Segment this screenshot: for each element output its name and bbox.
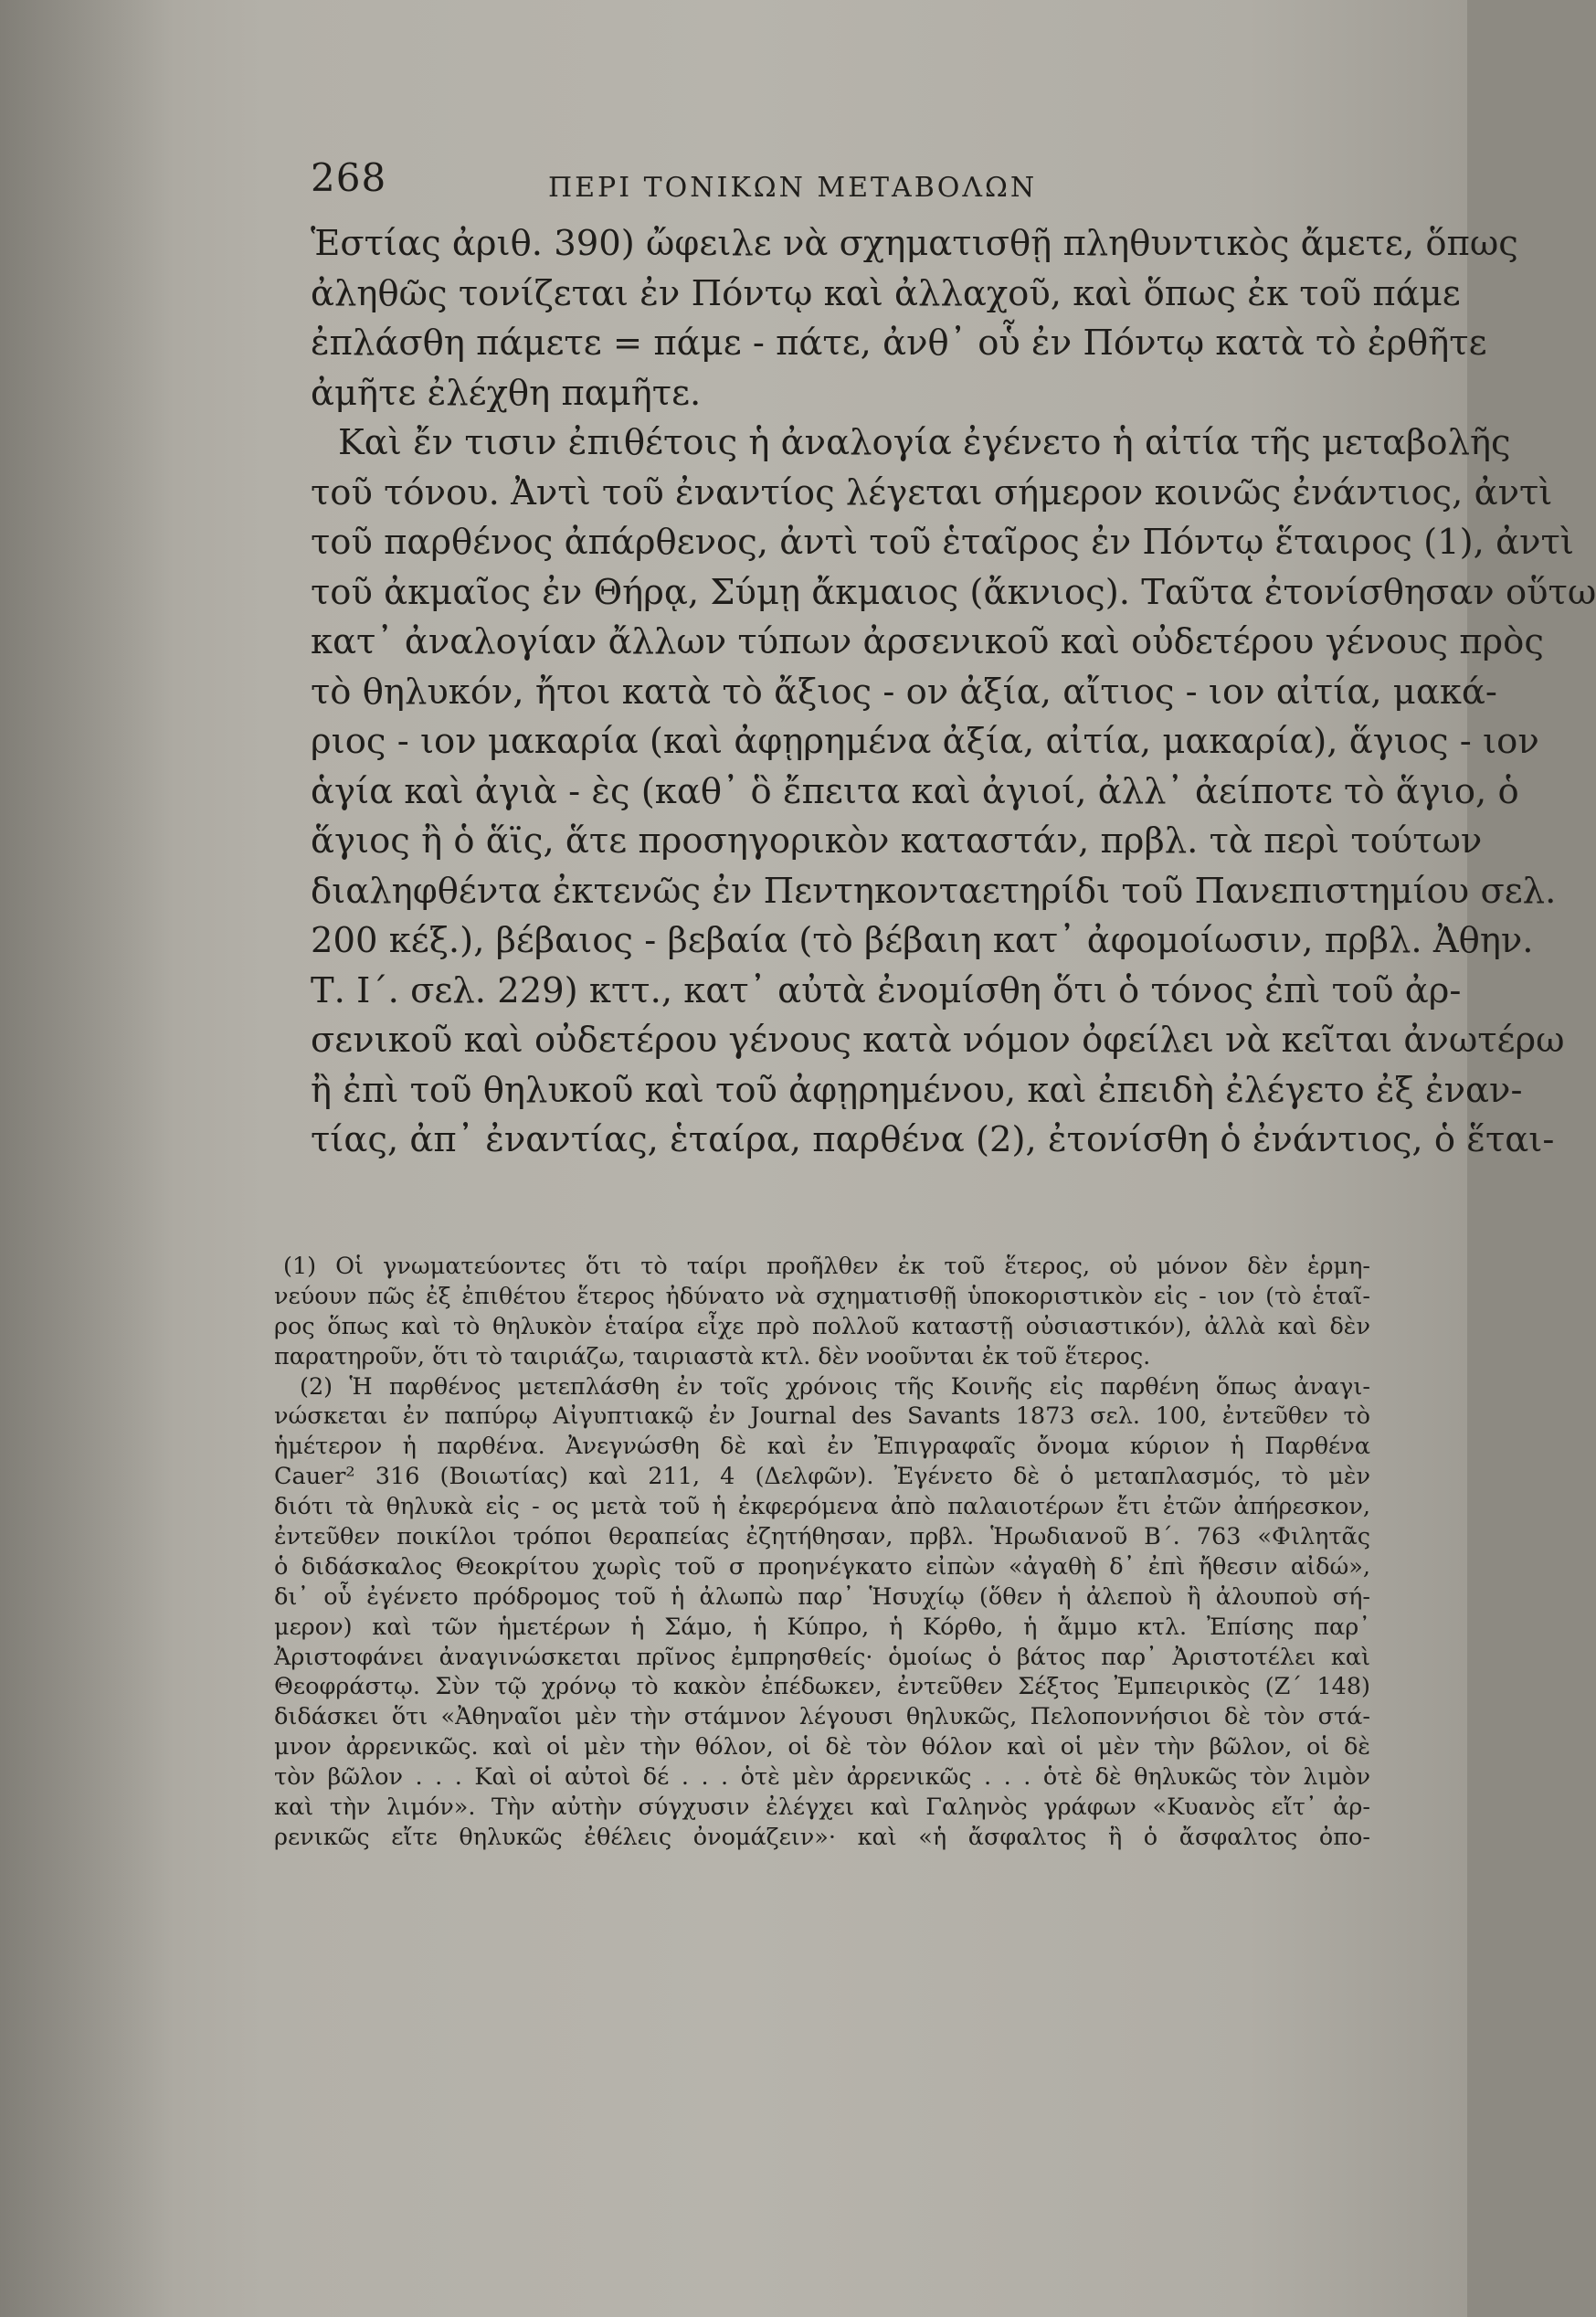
page-shadow: [0, 0, 174, 2317]
body-line: τίας, ἀπ᾿ ἐναντίας, ἑταίρα, παρθένα (2), ἐτονίσθη ὁ ἐνάντιος, ὁ ἕται-: [311, 1119, 1555, 1160]
body-line: ἁγία καὶ ἀγιὰ - ὲς (καθ᾿ ὃ ἔπειτα καὶ ἀγιοί, ἀλλ᾿ ἀείποτε τὸ ἅγιο, ὁ: [311, 770, 1519, 812]
footnote-2-line: ἡμέτερον ἡ παρθένα. Ἀνεγνώσθη δὲ καὶ ἐν Ἐπιγραφαῖς ὄνομα κύριον ἡ Παρθένα: [274, 1433, 1370, 1461]
footnote-1-line: ρος ὅπως καὶ τὸ θηλυκὸν ἑταίρα εἶχε πρὸ πολλοῦ καταστῇ οὐσιαστικόν), ἀλλὰ καὶ δὲν: [274, 1312, 1370, 1340]
footnote-2-line: διδάσκει ὅτι «Ἀθηναῖοι μὲν τὴν στάμνον λέγουσι θηλυκῶς, Πελοποννήσιοι δὲ τὸν στά-: [274, 1703, 1370, 1731]
footnote-2-line: ἐντεῦθεν ποικίλοι τρόποι θεραπείας ἐζητήθησαν, πρβλ. Ἡρωδιανοῦ Β΄. 763 «Φιλητᾶς: [274, 1523, 1370, 1551]
footnote-1-line: (1) Οἱ γνωματεύοντες ὅτι τὸ ταίρι προῆλθεν ἐκ τοῦ ἕτερος, οὐ μόνον δὲν ἑρμη-: [283, 1253, 1370, 1280]
footnote-2-line: καὶ τὴν λιμόν». Τὴν αὐτὴν σύγχυσιν ἐλέγχει καὶ Γαληνὸς γράφων «Κυανὸς εἴτ᾿ ἀρ-: [274, 1793, 1370, 1822]
footnote-2-line: (2) Ἡ παρθένος μετεπλάσθη ἐν τοῖς χρόνοις τῆς Κοινῆς εἰς παρθένη ὅπως ἀναγι-: [300, 1372, 1370, 1401]
running-head: ΠΕΡΙ ΤΟΝΙΚΩΝ ΜΕΤΑΒΟΛΩΝ: [548, 172, 1038, 204]
body-line: Τ. Ι΄. σελ. 229) κττ., κατ᾿ αὐτὰ ἐνομίσθη ὅτι ὁ τόνος ἐπὶ τοῦ ἀρ-: [311, 969, 1462, 1011]
footnote-2-line: μερον) καὶ τῶν ἡμετέρων ἡ Σάμο, ἡ Κύπρο, ἡ Κόρθο, ἡ ἄμμο κτλ. Ἐπίσης παρ᾿: [274, 1613, 1370, 1641]
body-line: ριος - ιον μακαρία (καὶ ἀφῃρημένα ἀξία, αἰτία, μακαρία), ἅγιος - ιον: [311, 721, 1539, 762]
body-line: Καὶ ἔν τισιν ἐπιθέτοις ἡ ἀναλογία ἐγένετο ἡ αἰτία τῆς μεταβολῆς: [338, 422, 1511, 463]
footnote-2-line: διότι τὰ θηλυκὰ εἰς - ος μετὰ τοῦ ἡ ἐκφερόμενα ἀπὸ παλαιοτέρων ἔτι ἐτῶν ἀπήρεσκον,: [274, 1493, 1370, 1521]
body-line: 200 κέξ.), βέβαιος - βεβαία (τὸ βέβαιη κατ᾿ ἀφομοίωσιν, πρβλ. Ἀθην.: [311, 920, 1534, 961]
footnote-2-line: τὸν βῶλον . . . Καὶ οἱ αὐτοὶ δέ . . . ὁτὲ μὲν ἀρρενικῶς . . . ὁτὲ δὲ θηλυκῶς τὸν λιμὸν: [274, 1763, 1370, 1792]
footnote-1-line: νεύουν πῶς ἐξ ἐπιθέτου ἕτερος ἠδύνατο νὰ σχηματισθῇ ὑποκοριστικὸν εἰς - ιον (τὸ ἑταῖ-: [274, 1282, 1370, 1310]
footnote-2-line: Θεοφράστῳ. Σὺν τῷ χρόνῳ τὸ κακὸν ἐπέδωκεν, ἐντεῦθεν Σέξτος Ἐμπειρικὸς (Ζ΄ 148): [274, 1673, 1370, 1701]
footnote-2-line: νώσκεται ἐν παπύρῳ Αἰγυπτιακῷ ἐν Journal des Savants 1873 σελ. 100, ἐντεῦθεν τὸ: [274, 1402, 1370, 1431]
footnote-2-line: ὁ διδάσκαλος Θεοκρίτου χωρὶς τοῦ σ προηνέγκατο εἰπὼν «ἀγαθὴ δ᾿ ἐπὶ ἤθεσιν αἰδώ»,: [274, 1552, 1370, 1581]
footnote-2-line: Cauer² 316 (Βοιωτίας) καὶ 211, 4 (Δελφῶν). Ἐγένετο δὲ ὁ μεταπλασμός, τὸ μὲν: [274, 1463, 1370, 1491]
footnote-2-line: μνον ἀρρενικῶς. καὶ οἱ μὲν τὴν θόλον, οἱ δὲ τὸν θόλον καὶ οἱ μὲν τὴν βῶλον, οἱ δὲ: [274, 1733, 1370, 1762]
footnote-2-line: Ἀριστοφάνει ἀναγινώσκεται πρῖνος ἐμπρησθείς· ὁμοίως ὁ βάτος παρ᾿ Ἀριστοτέλει καὶ: [274, 1643, 1370, 1671]
body-line: διαληφθέντα ἐκτενῶς ἐν Πεντηκονταετηρίδι τοῦ Πανεπιστημίου σελ.: [311, 870, 1557, 912]
body-line: ἢ ἐπὶ τοῦ θηλυκοῦ καὶ τοῦ ἀφῃρημένου, καὶ ἐπειδὴ ἐλέγετο ἐξ ἐναν-: [311, 1069, 1523, 1111]
footnote-2-line: ρενικῶς εἴτε θηλυκῶς ἐθέλεις ὀνομάζειν»· καὶ «ἡ ἄσφαλτος ἢ ὁ ἄσφαλτος ὀπο-: [274, 1823, 1370, 1851]
body-line: τὸ θηλυκόν, ἤτοι κατὰ τὸ ἄξιος - ον ἀξία, αἴτιος - ιον αἰτία, μακά-: [311, 671, 1497, 713]
page-header: [311, 155, 1370, 210]
page-number: 268: [311, 155, 387, 200]
footnotes: [274, 1252, 1370, 1853]
body-line: σενικοῦ καὶ οὐδετέρου γένους κατὰ νόμον ὀφείλει νὰ κεῖται ἀνωτέρω: [311, 1020, 1565, 1061]
body-line: κατ᾿ ἀναλογίαν ἄλλων τύπων ἀρσενικοῦ καὶ οὐδετέρου γένους πρὸς: [311, 621, 1544, 662]
body-text: [311, 219, 1596, 1166]
body-line: Ἑστίας ἀριθ. 390) ὤφειλε νὰ σχηματισθῇ πληθυντικὸς ἄμετε, ὅπως: [311, 223, 1518, 264]
footnote-1-line: παρατηροῦν, ὅτι τὸ ταιριάζω, ταιριαστὰ κτλ. δὲν νοοῦνται ἐκ τοῦ ἕτερος.: [274, 1342, 1151, 1370]
body-line: ἐπλάσθη πάμετε = πάμε - πάτε, ἀνθ᾿ οὗ ἐν Πόντῳ κατὰ τὸ ἐρθῆτε: [311, 323, 1487, 364]
body-line: τοῦ παρθένος ἀπάρθενος, ἀντὶ τοῦ ἑταῖρος ἐν Πόντῳ ἕταιρος (1), ἀντὶ: [311, 522, 1574, 563]
footnote-2-line: δι᾿ οὗ ἐγένετο πρόδρομος τοῦ ἡ ἀλωπὼ παρ᾿ Ἡσυχίῳ (ὅθεν ἡ ἀλεποὺ ἢ ἀλουποὺ σή-: [274, 1582, 1370, 1611]
body-line: τοῦ ἀκμαῖος ἐν Θήρᾳ, Σύμῃ ἄκμαιος (ἄκνιος). Ταῦτα ἐτονίσθησαν οὕτω: [311, 571, 1596, 613]
body-line: τοῦ τόνου. Ἀντὶ τοῦ ἐναντίος λέγεται σήμερον κοινῶς ἐνάντιος, ἀντὶ: [311, 471, 1553, 513]
body-line: ἅγιος ἢ ὁ ἅϊς, ἅτε προσηγορικὸν καταστάν, πρβλ. τὰ περὶ τούτων: [311, 820, 1483, 862]
body-line: ἀληθῶς τονίζεται ἐν Πόντῳ καὶ ἀλλαχοῦ, καὶ ὅπως ἐκ τοῦ πάμε: [311, 272, 1461, 314]
body-line: ἀμῆτε ἐλέχθη παμῆτε.: [311, 372, 702, 414]
